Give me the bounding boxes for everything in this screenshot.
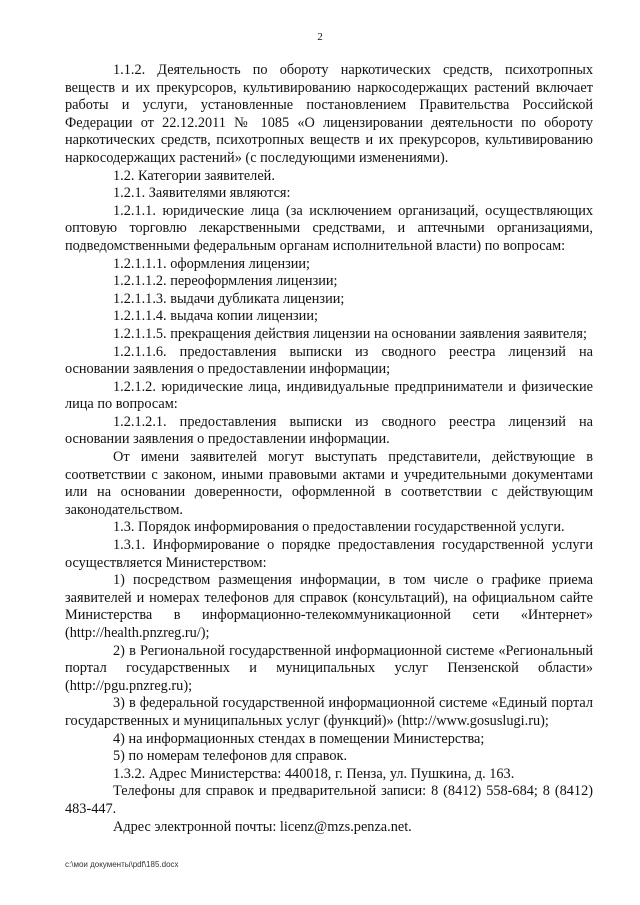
document-body: [65, 62, 593, 836]
paragraph-1-3-1: 1.3.1. Информирование о порядке предоставления государственной услуги осуществляется Министерством:: [65, 537, 593, 571]
paragraph-1-3: 1.3. Порядок информирования о предоставлении государственной услуги.: [113, 519, 565, 536]
paragraph-1-2-1-1-5: 1.2.1.1.5. прекращения действия лицензии на основании заявления заявителя;: [113, 325, 587, 342]
list-item-3: 3) в федеральной государственной информационной системе «Единый портал государственных и муниципальных услуг (функций)» (http://www.gosuslugi.ru);: [65, 695, 593, 729]
list-item-5: 5) по номерам телефонов для справок.: [113, 748, 348, 765]
paragraph-1-2-1-1-4: 1.2.1.1.4. выдача копии лицензии;: [113, 308, 318, 325]
list-item-4: 4) на информационных стендах в помещении Министерства;: [113, 730, 485, 747]
paragraph-email: Адрес электронной почты: licenz@mzs.penza.net.: [113, 818, 412, 835]
paragraph-1-3-2: 1.3.2. Адрес Министерства: 440018, г. Пенза, ул. Пушкина, д. 163.: [113, 765, 515, 782]
paragraph-1-2-1: 1.2.1. Заявителями являются:: [113, 185, 291, 202]
paragraph-1-2-1-1-1: 1.2.1.1.1. оформления лицензии;: [113, 255, 311, 272]
paragraph-1-2-1-2: 1.2.1.2. юридические лица, индивидуальные предприниматели и физические лица по вопросам:: [65, 378, 593, 413]
paragraph-1-2-1-1-2: 1.2.1.1.2. переоформления лицензии;: [113, 273, 338, 290]
paragraph-1-2-1-1: 1.2.1.1. юридические лица (за исключением организаций, осуществляющих оптовую торговлю лекарственными средствами, и аптечными организациями, подведомственными федеральным органам исполнительной власти) по вопросам:: [65, 202, 593, 254]
paragraph-1-2: 1.2. Категории заявителей.: [113, 167, 275, 184]
paragraph-1-2-1-2-1: 1.2.1.2.1. предоставления выписки из сводного реестра лицензий на основании заявления о предоставлении информации.: [65, 413, 593, 448]
footer-file-path: c:\мои документы\pdf\185.docx: [65, 860, 179, 869]
paragraph-phones: Телефоны для справок и предварительной записи: 8 (8412) 558-684; 8 (8412) 483-447.: [65, 783, 593, 817]
list-item-2: 2) в Региональной государственной информационной системе «Региональный портал государственных и муниципальных услуг Пензенской области» (http://pgu.pnzreg.ru);: [65, 642, 593, 694]
paragraph-1-2-1-1-6: 1.2.1.1.6. предоставления выписки из сводного реестра лицензий на основании заявления о предоставлении информации;: [65, 343, 593, 378]
page-number: 2: [317, 31, 323, 43]
paragraph-1-1-2: 1.1.2. Деятельность по обороту наркотических средств, психотропных веществ и их прекурсоров, культивированию наркосодержащих растений включает работы и услуги, установленные постановлением Правительства Российской Федерации от 22.12.2011 № 1085 «О лицензировании деятельности по обороту наркотических средств, психотропных веществ и их прекурсоров, культивированию наркосодержащих растений» (с последующими изменениями).: [65, 62, 593, 166]
list-item-1: 1) посредством размещения информации, в том числе о графике приема заявителей и номерах телефонов для справок (консультаций), на официальном сайте Министерства в информационно-телекоммуникационной сети «Интернет» (http://health.pnzreg.ru/);: [65, 572, 593, 641]
paragraph-representatives: От имени заявителей могут выступать представители, действующие в соответствии с законом, иными правовыми актами и учредительными документами или на основании доверенности, оформленной в соответствии с действующим законодательством.: [65, 449, 593, 518]
paragraph-1-2-1-1-3: 1.2.1.1.3. выдачи дубликата лицензии;: [113, 290, 345, 307]
